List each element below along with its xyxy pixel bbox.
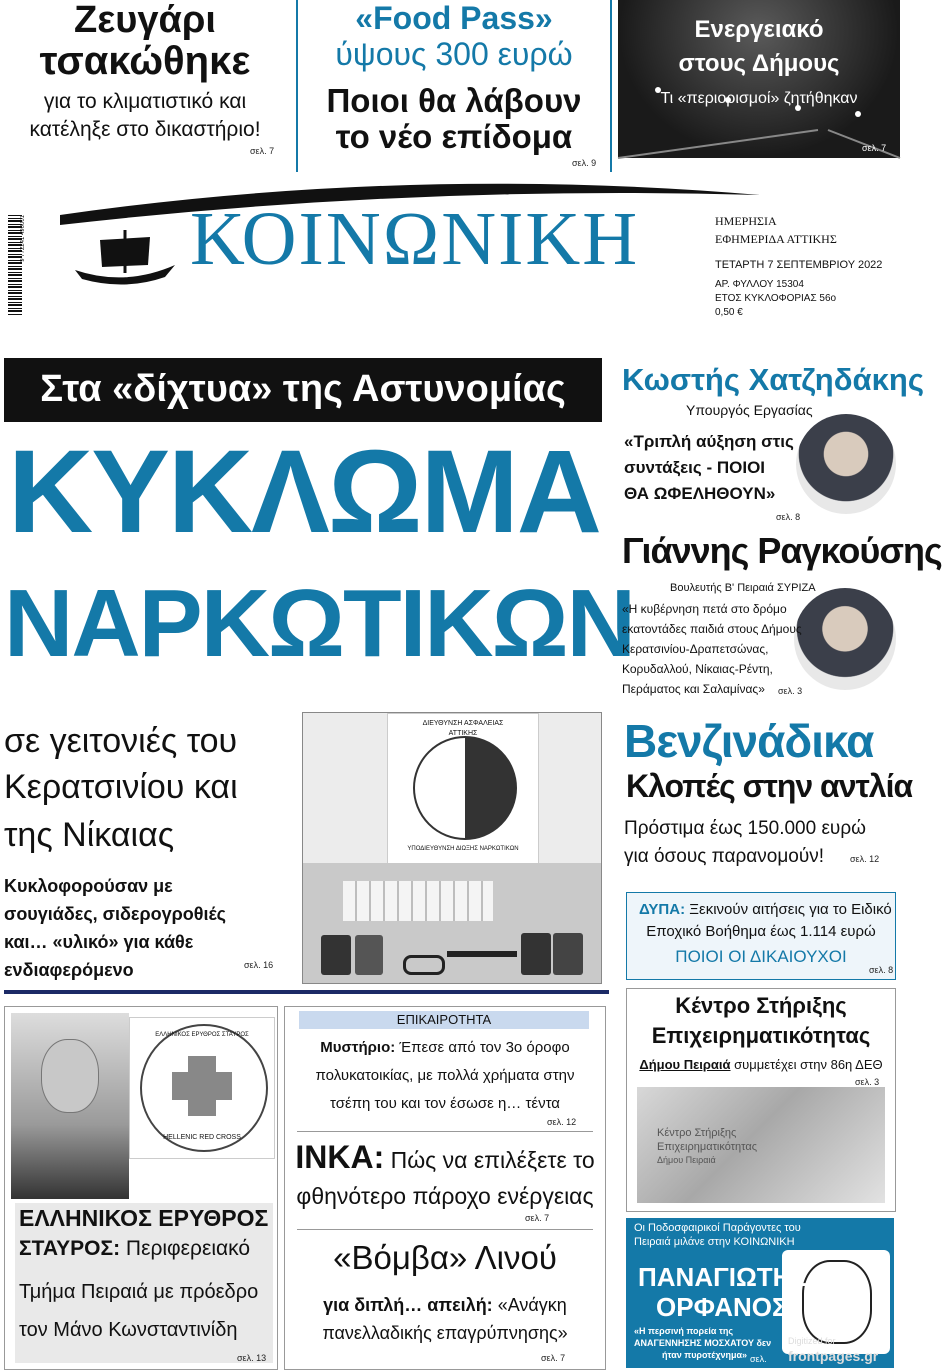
page-ref: σελ. 12: [547, 1117, 577, 1127]
rc-label-2: ΣΤΑΥΡΟΣ:: [19, 1237, 121, 1260]
epi2-line-1[interactable]: [285, 1139, 605, 1176]
epi3-text-b: πανελλαδικής επαγρύπνησης»: [322, 1323, 568, 1343]
hatz-portrait: [796, 414, 896, 514]
main-body-3: και… «υλικό» για κάθε: [4, 932, 194, 952]
police-sign-text-1: ΔΙΕΥΘΥΝΣΗ ΑΣΦΑΛΕΙΑΣ: [422, 720, 504, 727]
masthead-price: 0,50 €: [715, 307, 743, 318]
kentro-photo-text-3: Δήμου Πειραιά: [657, 1155, 716, 1165]
rag-quote-5: Περάματος και Σαλαμίνας»: [622, 682, 765, 696]
dypa-line-1: [639, 901, 892, 918]
page-ref: σελ. 12: [850, 854, 880, 864]
teaser-food-pass-line-1: ύψους 300 ευρώ: [335, 36, 573, 72]
page-ref: σελ. 7: [541, 1353, 566, 1363]
teaser-energy-sub: Τι «περιορισμοί» ζητήθηκαν: [660, 90, 858, 107]
masthead-tag-1: ΗΜΕΡΗΣΙΑ: [715, 214, 777, 228]
drug-packets: [343, 881, 493, 921]
main-kicker-bar: [4, 358, 602, 422]
kentro-photo-text-1: Κέντρο Στήριξης: [657, 1127, 737, 1139]
divider: [297, 1131, 593, 1132]
divider: [297, 1229, 593, 1230]
epi2-label: ΙΝΚΑ:: [295, 1139, 385, 1175]
ship-logo-icon: [70, 225, 180, 295]
knife-icon: [447, 951, 517, 957]
benz-text-2: για όσους παρανομούν!: [624, 846, 825, 867]
teaser-couple[interactable]: [0, 0, 290, 160]
rc-text-3: τον Μάνο Κωνσταντινίδη: [19, 1319, 238, 1341]
police-sign-text-3: ΥΠΟΔΙΕΥΘΥΝΣΗ ΔΙΩΞΗΣ ΝΑΡΚΩΤΙΚΩΝ: [407, 846, 519, 852]
brass-knuckles-icon: [403, 955, 445, 975]
red-cross-logo-bottom: HELLENIC RED CROSS: [163, 1134, 241, 1141]
benz-title[interactable]: Βενζινάδικα: [624, 715, 874, 767]
main-sub-3: της Νίκαιας: [4, 816, 175, 854]
teaser-couple-title-2: τσακώθηκε: [39, 39, 251, 83]
epi2-text-b: φθηνότερο πάροχο ενέργειας: [296, 1183, 594, 1209]
kentro-title-1: Κέντρο Στήριξης: [675, 993, 847, 1018]
teaser-couple-sub-2: κατέληξε στο δικαστήριο!: [29, 118, 261, 141]
teaser-food-pass[interactable]: [296, 0, 612, 172]
page-ref: σελ.: [750, 1354, 767, 1364]
caricature-face-icon: [802, 1260, 872, 1344]
orfanos-box[interactable]: [626, 1218, 894, 1368]
epi1-line-1[interactable]: [285, 1039, 605, 1056]
dypa-text-2: Εποχικό Βοήθημα έως 1.114 ευρώ: [646, 923, 876, 940]
epi3-title[interactable]: «Βόμβα» Λινού: [333, 1239, 557, 1276]
kentro-photo: [637, 1087, 885, 1203]
newspaper-title: ΚΟΙΝΩΝΙΚΗ: [190, 197, 640, 281]
rag-quote-3: Κερατσινίου-Δραπετσώνας,: [622, 642, 769, 656]
orf-quote-3: ήταν πυροτέχνημα»: [662, 1350, 748, 1360]
page-ref: σελ. 3: [778, 686, 803, 696]
masthead-issue: ΑΡ. ΦΥΛΛΟΥ 15304: [715, 279, 804, 290]
teaser-energy-title-1: Ενεργειακό: [694, 16, 824, 43]
teaser-energy-title-2: στους Δήμους: [678, 50, 840, 77]
main-kicker: Στα «δίχτυα» της Αστυνομίας: [40, 368, 566, 410]
page-ref: σελ. 16: [244, 960, 274, 970]
page-ref: σελ. 8: [869, 965, 894, 975]
main-sub-2: Κερατσινίου και: [4, 768, 238, 806]
epi3-line-1: [285, 1295, 605, 1316]
epi1-label: Μυστήριο:: [320, 1039, 396, 1056]
rag-quote-4: Κορυδαλλού, Νίκαιας-Ρέντη,: [622, 662, 773, 676]
kentro-text-3b: συμμετέχει στην 86η ΔΕΘ: [734, 1057, 883, 1072]
kentro-text-3a: Δήμου Πειραιά: [639, 1057, 731, 1072]
main-body-4: ενδιαφερόμενο: [4, 960, 134, 980]
epikairotita-box: [284, 1006, 606, 1370]
dypa-text-3: ΠΟΙΟΙ ΟΙ ΔΙΚΑΙΟΥΧΟΙ: [675, 947, 847, 966]
drug-seizure-photo: [302, 712, 602, 984]
main-headline-2: ΝΑΡΚΩΤΙΚΩΝ: [4, 570, 634, 677]
main-headline-1: ΚΥΚΛΩΜΑ: [8, 426, 600, 558]
kentro-title-2: Επιχειρηματικότητας: [651, 1023, 871, 1048]
watermark-2: frontpages.gr: [788, 1348, 879, 1364]
red-cross-logo-top: ΕΛΛΗΝΙΚΟΣ ΕΡΥΘΡΟΣ ΣΤΑΥΡΟΣ: [155, 1032, 249, 1038]
barcode-number: 9 772241 490001: [20, 215, 26, 262]
orf-top-1: Οι Ποδοσφαιρικοί Παράγοντες του: [634, 1222, 801, 1234]
hatz-role: Υπουργός Εργασίας: [686, 402, 813, 418]
page-ref: σελ. 7: [250, 146, 275, 156]
page-ref: σελ. 8: [776, 512, 801, 522]
masthead-year: ΕΤΟΣ ΚΥΚΛΟΦΟΡΙΑΣ 56ο: [715, 293, 837, 304]
rc-text-1: Περιφερειακό: [125, 1237, 251, 1260]
kentro-box[interactable]: [626, 988, 896, 1212]
hatz-quote-1: «Τριπλή αύξηση στις: [624, 432, 794, 451]
orf-top-2: Πειραιά μιλάνε στην ΚΟΙΝΩΝΙΚΗ: [634, 1236, 795, 1248]
kentro-line-3: [627, 1057, 895, 1072]
main-body-2: σουγιάδες, σιδερογροθιές: [4, 904, 226, 924]
phone-icon: [355, 935, 383, 975]
dypa-box[interactable]: [626, 892, 896, 980]
epi1-text-a: Έπεσε από τον 3ο όροφο: [399, 1039, 570, 1056]
rag-name[interactable]: Γιάννης Ραγκούσης: [622, 530, 942, 571]
main-body-1: Κυκλοφορούσαν με: [4, 876, 173, 896]
page-ref: σελ. 13: [237, 1353, 267, 1363]
orf-name-2: ΟΡΦΑΝΟΣ: [656, 1292, 788, 1322]
teaser-food-pass-kicker: «Food Pass»: [355, 0, 553, 36]
orf-quote-1: «Η περσινή πορεία της: [634, 1326, 734, 1336]
phone-icon: [321, 935, 351, 975]
benz-text-1: Πρόστιμα έως 150.000 ευρώ: [624, 818, 866, 839]
teaser-food-pass-line-3: το νέο επίδομα: [335, 118, 573, 155]
police-sign-text-2: ΑΤΤΙΚΗΣ: [448, 730, 478, 737]
rag-quote-1: «Η κυβέρνηση πετά στο δρόμο: [622, 602, 787, 616]
section-divider: [4, 990, 609, 994]
teaser-couple-title-1: Ζευγάρι: [74, 0, 216, 41]
rc-label-1: ΕΛΛΗΝΙΚΟΣ ΕΡΥΘΡΟΣ: [19, 1205, 269, 1231]
page-ref: σελ. 7: [525, 1213, 550, 1223]
epi2-text-a: Πώς να επιλέξετε το: [390, 1147, 595, 1173]
epi1-text-c: τσέπη του και τον έσωσε η… τέντα: [330, 1095, 560, 1112]
rag-role: Βουλευτής Β' Πειραιά ΣΥΡΙΖΑ: [670, 582, 816, 594]
teaser-couple-sub-1: για το κλιματιστικό και: [43, 90, 247, 113]
phone-icon: [521, 933, 551, 975]
watermark-1: Digitized for: [788, 1336, 836, 1346]
dypa-label: ΔΥΠΑ:: [639, 901, 686, 918]
police-emblem-icon: [413, 736, 517, 840]
masthead-tag-2: ΕΦΗΜΕΡΙΔΑ ΑΤΤΙΚΗΣ: [715, 232, 837, 246]
rag-quote-2: εκατοντάδες παιδιά στους Δήμους: [622, 622, 802, 636]
hatz-name[interactable]: Κωστής Χατζηδάκης: [622, 362, 924, 397]
face-icon: [41, 1039, 99, 1113]
page-ref: σελ. 9: [572, 158, 597, 168]
epikairotita-label: ΕΠΙΚΑΙΡΟΤΗΤΑ: [299, 1011, 589, 1029]
epi1-text-b: πολυκατοικίας, με πολλά χρήματα στην: [315, 1067, 575, 1084]
phone-icon: [553, 933, 583, 975]
hatz-quote-2: συντάξεις - ΠΟΙΟΙ: [624, 458, 766, 477]
orf-name-1: ΠΑΝΑΓΙΩΤΗΣ: [638, 1262, 808, 1292]
page-ref: σελ. 3: [855, 1077, 880, 1087]
rc-text-2: Τμήμα Πειραιά με πρόεδρο: [19, 1281, 259, 1303]
orf-quote-2: ΑΝΑΓΕΝΝΗΣΗΣ ΜΟΣΧΑΤΟΥ δεν: [634, 1338, 772, 1348]
konstantinidis-photo: [11, 1013, 129, 1199]
hatz-quote-3: ΘΑ ΩΦΕΛΗΘΟΥΝ»: [624, 484, 776, 503]
teaser-energy[interactable]: [618, 0, 900, 158]
benz-subtitle: Κλοπές στην αντλία: [626, 768, 913, 804]
page-ref: σελ. 7: [862, 143, 887, 153]
masthead-date: ΤΕΤΑΡΤΗ 7 ΣΕΠΤΕΜΒΡΙΟΥ 2022: [715, 259, 883, 271]
teaser-food-pass-line-2: Ποιοι θα λάβουν: [326, 82, 582, 119]
epi3-text-a: «Ανάγκη: [497, 1295, 567, 1315]
cross-icon: [172, 1072, 232, 1100]
red-cross-box[interactable]: [4, 1006, 278, 1370]
rc-line-2: [19, 1237, 250, 1261]
rag-portrait: [794, 588, 896, 690]
epi3-label: για διπλή… απειλή:: [323, 1295, 493, 1315]
police-sign: [387, 713, 539, 865]
kentro-photo-text-2: Επιχειρηματικότητας: [657, 1141, 757, 1153]
dypa-text-1: Ξεκινούν αιτήσεις για το Ειδικό: [689, 901, 892, 918]
red-cross-logo: [129, 1017, 275, 1159]
main-sub-1: σε γειτονιές του: [4, 722, 238, 760]
